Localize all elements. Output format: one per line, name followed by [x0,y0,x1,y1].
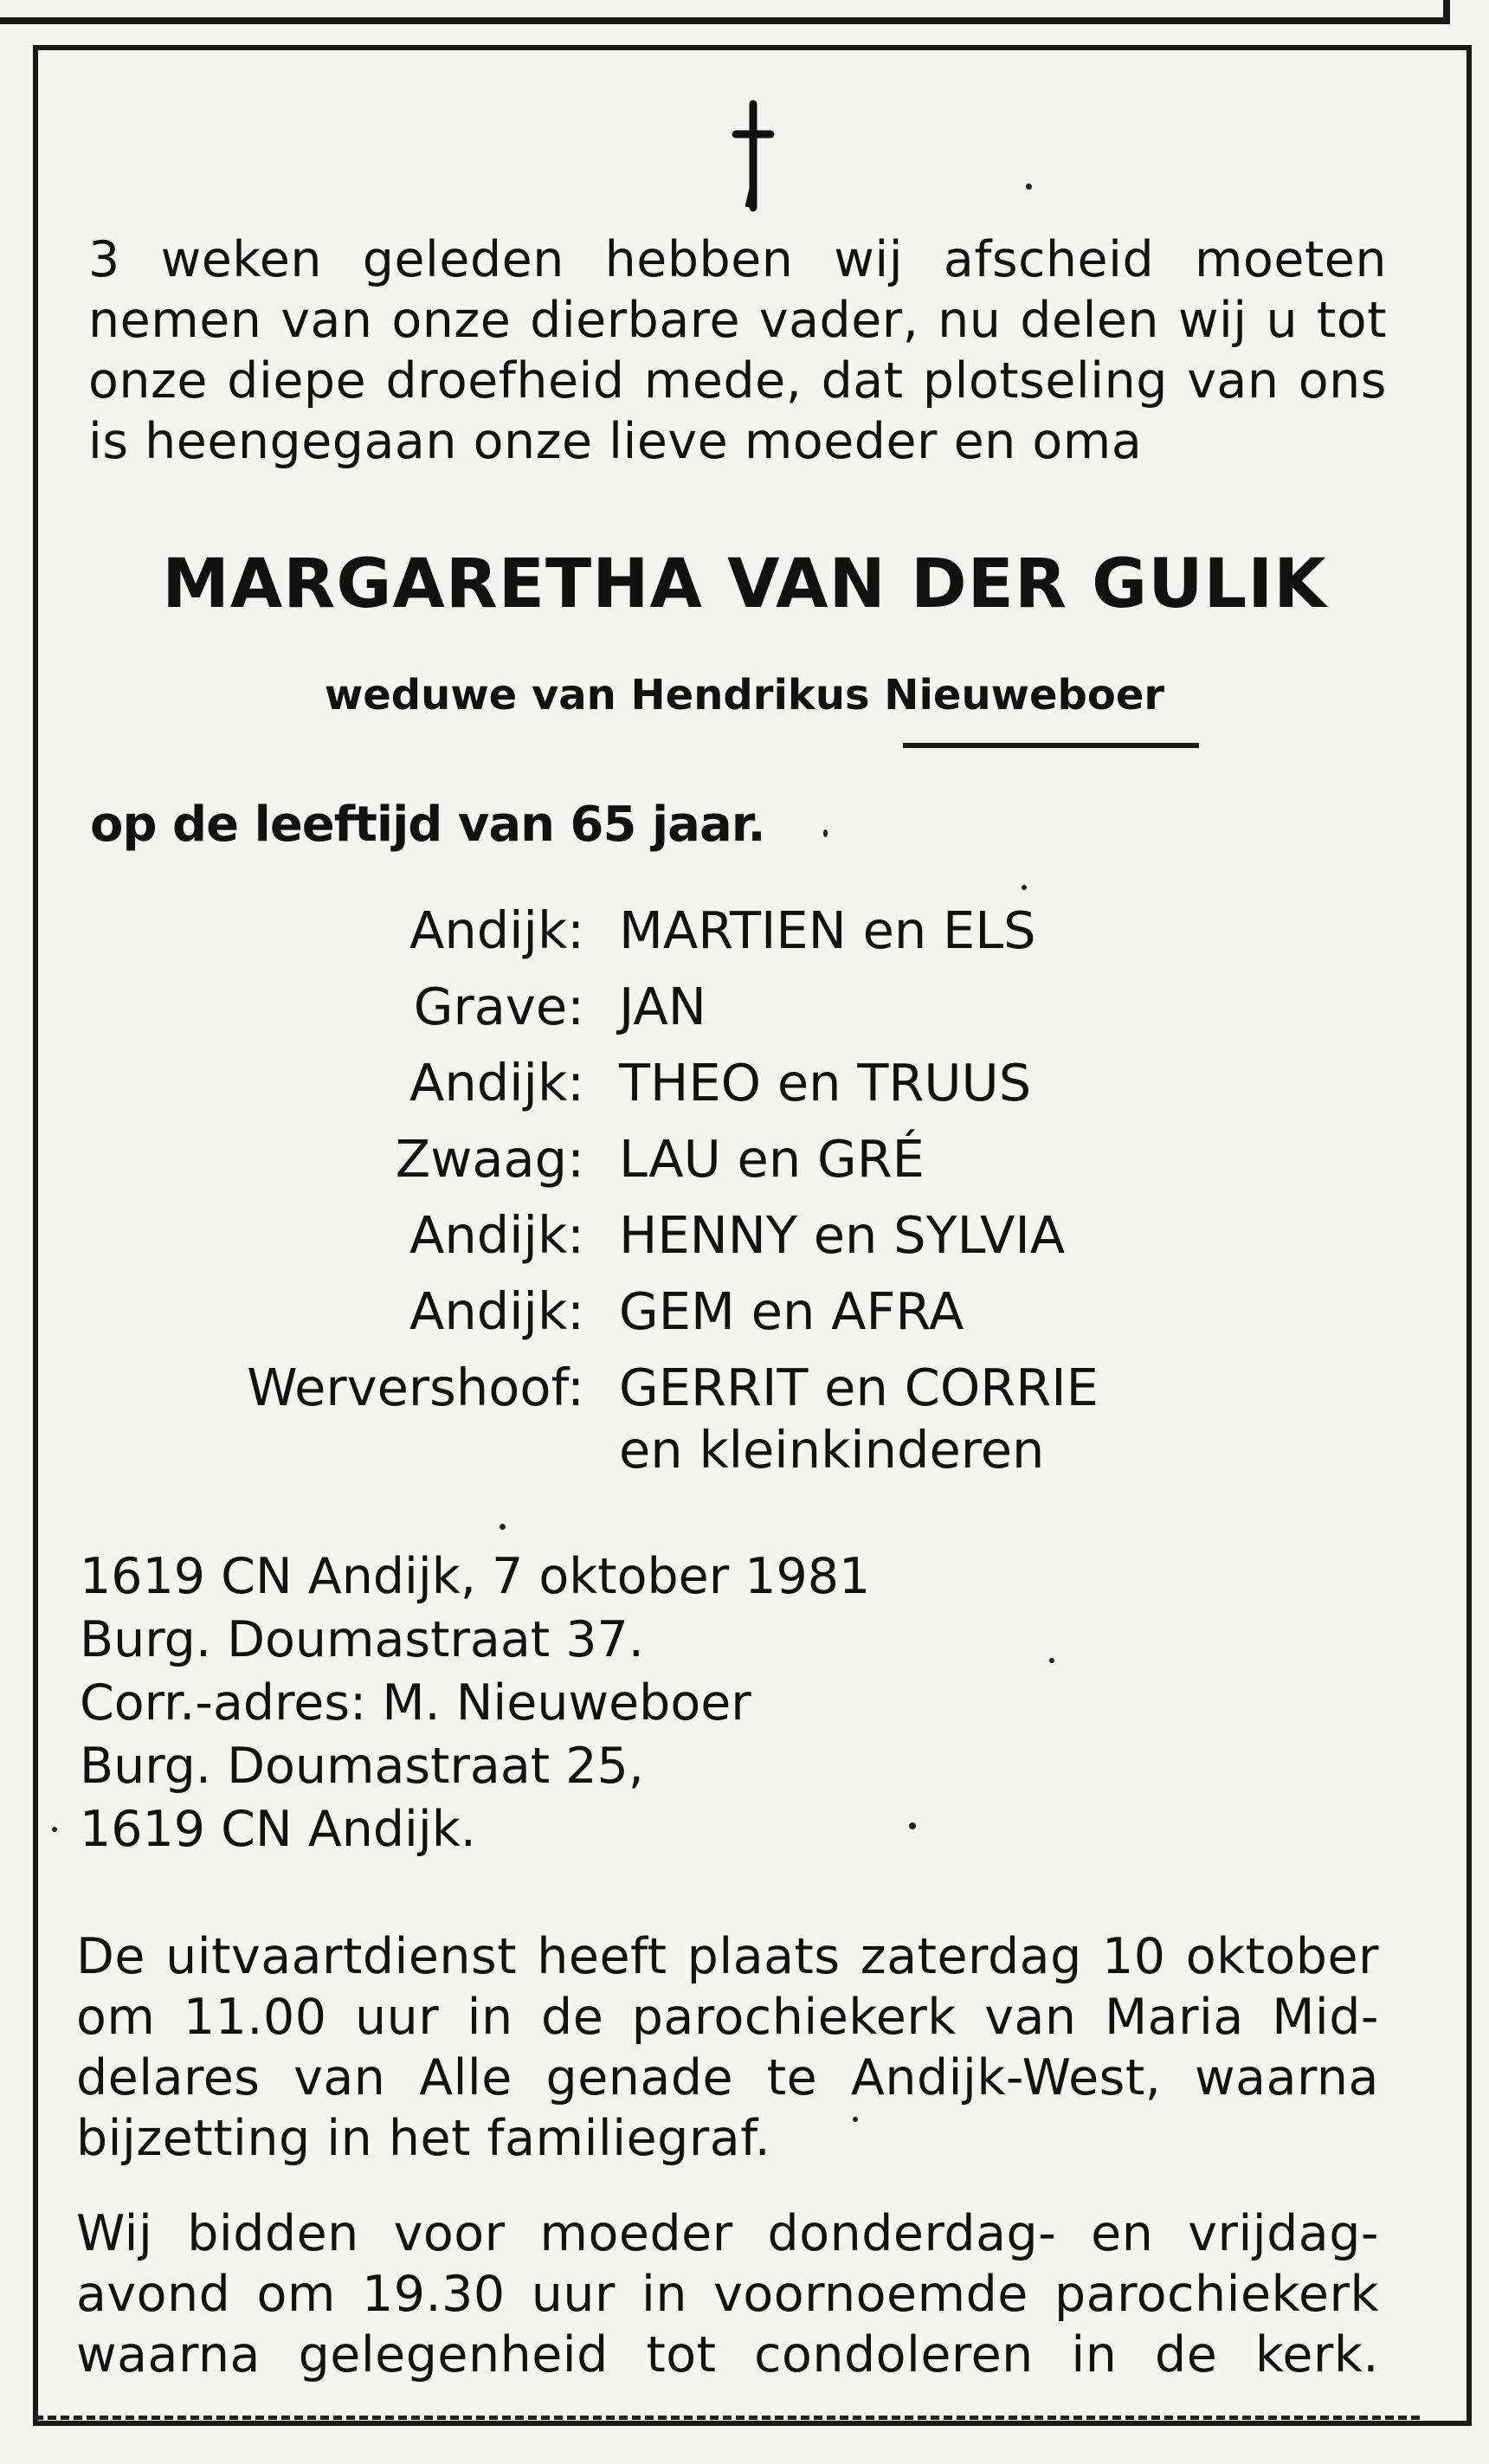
print-speck [52,1827,57,1832]
prayer-line: waarna gelegenheid tot condoleren in de kerk. [76,2326,1379,2383]
family-row [0,1420,1489,1489]
intro-line: is heengegaan onze lieve moeder en oma [88,413,1143,470]
print-speck [853,2117,858,2122]
family-names: LAU en GRÉ [619,1129,925,1189]
intro-line: nemen van onze dierbare vader, nu delen wij u tot [88,292,1387,349]
service-paragraph [76,1926,1379,2169]
family-place: Zwaag: [395,1129,584,1189]
print-speck [1026,184,1032,190]
family-row [0,1129,1489,1198]
family-names: en kleinkinderen [619,1420,1045,1480]
address-line: 1619 CN Andijk. [80,1801,476,1858]
prayer-line: avond om 19.30 uur in voornoemde parochiekerk [76,2266,1379,2323]
prayer-line: Wij bidden voor moeder donderdag- en vrijdag- [76,2205,1379,2262]
family-place: Andijk: [409,1205,584,1265]
age-line: op de leeftijd van 65 jaar. [90,797,765,853]
intro-line: 3 weken geleden hebben wij afscheid moeten [88,231,1387,288]
underline-rule [903,743,1199,748]
family-place: Andijk: [409,1053,584,1113]
service-line: delares van Alle genade te Andijk-West, waarna [76,2049,1379,2106]
address-line: Corr.-adres: M. Nieuweboer [80,1674,751,1732]
family-row [0,1358,1489,1427]
family-row [0,1053,1489,1122]
intro-paragraph [88,229,1387,472]
family-names: THEO en TRUUS [619,1053,1032,1113]
address-line: Burg. Doumastraat 37. [80,1611,644,1668]
deceased-name: MARGARETHA VAN DER GULIK [162,545,1327,623]
service-line: De uitvaartdienst heeft plaats zaterdag 10 oktober [76,1928,1379,1985]
family-row [0,1205,1489,1274]
prayer-paragraph [76,2203,1379,2385]
family-place: Wervershoof: [247,1358,584,1417]
family-place: Grave: [413,977,584,1036]
service-line: bijzetting in het familiegraf. [76,2110,771,2167]
family-place: Andijk: [409,900,584,960]
cross-icon [732,100,775,212]
family-names: GERRIT en CORRIE [619,1358,1099,1417]
address-block [80,1545,870,1861]
print-speck [1049,1658,1054,1663]
service-line: om 11.00 uur in de parochiekerk van Maria Mid- [76,1989,1379,2046]
dashed-bottom-rule [35,2416,1420,2420]
widow-of-line: weduwe van Hendrikus Nieuweboer [324,671,1165,719]
family-place: Andijk: [409,1281,584,1341]
family-names: HENNY en SYLVIA [619,1205,1066,1265]
family-row [0,977,1489,1046]
print-speck [1022,885,1027,890]
family-row [0,1281,1489,1351]
family-names: GEM en AFRA [619,1281,964,1341]
family-names: JAN [619,977,706,1036]
top-border-rule [0,0,1450,24]
family-row [0,900,1489,970]
family-names: MARTIEN en ELS [619,900,1036,960]
print-speck [823,829,828,837]
print-speck [909,1822,916,1829]
address-line: 1619 CN Andijk, 7 oktober 1981 [80,1548,871,1605]
print-speck [500,1524,506,1530]
address-line: Burg. Doumastraat 25, [80,1738,644,1795]
intro-line: onze diepe droefheid mede, dat plotseling van ons [88,352,1387,410]
